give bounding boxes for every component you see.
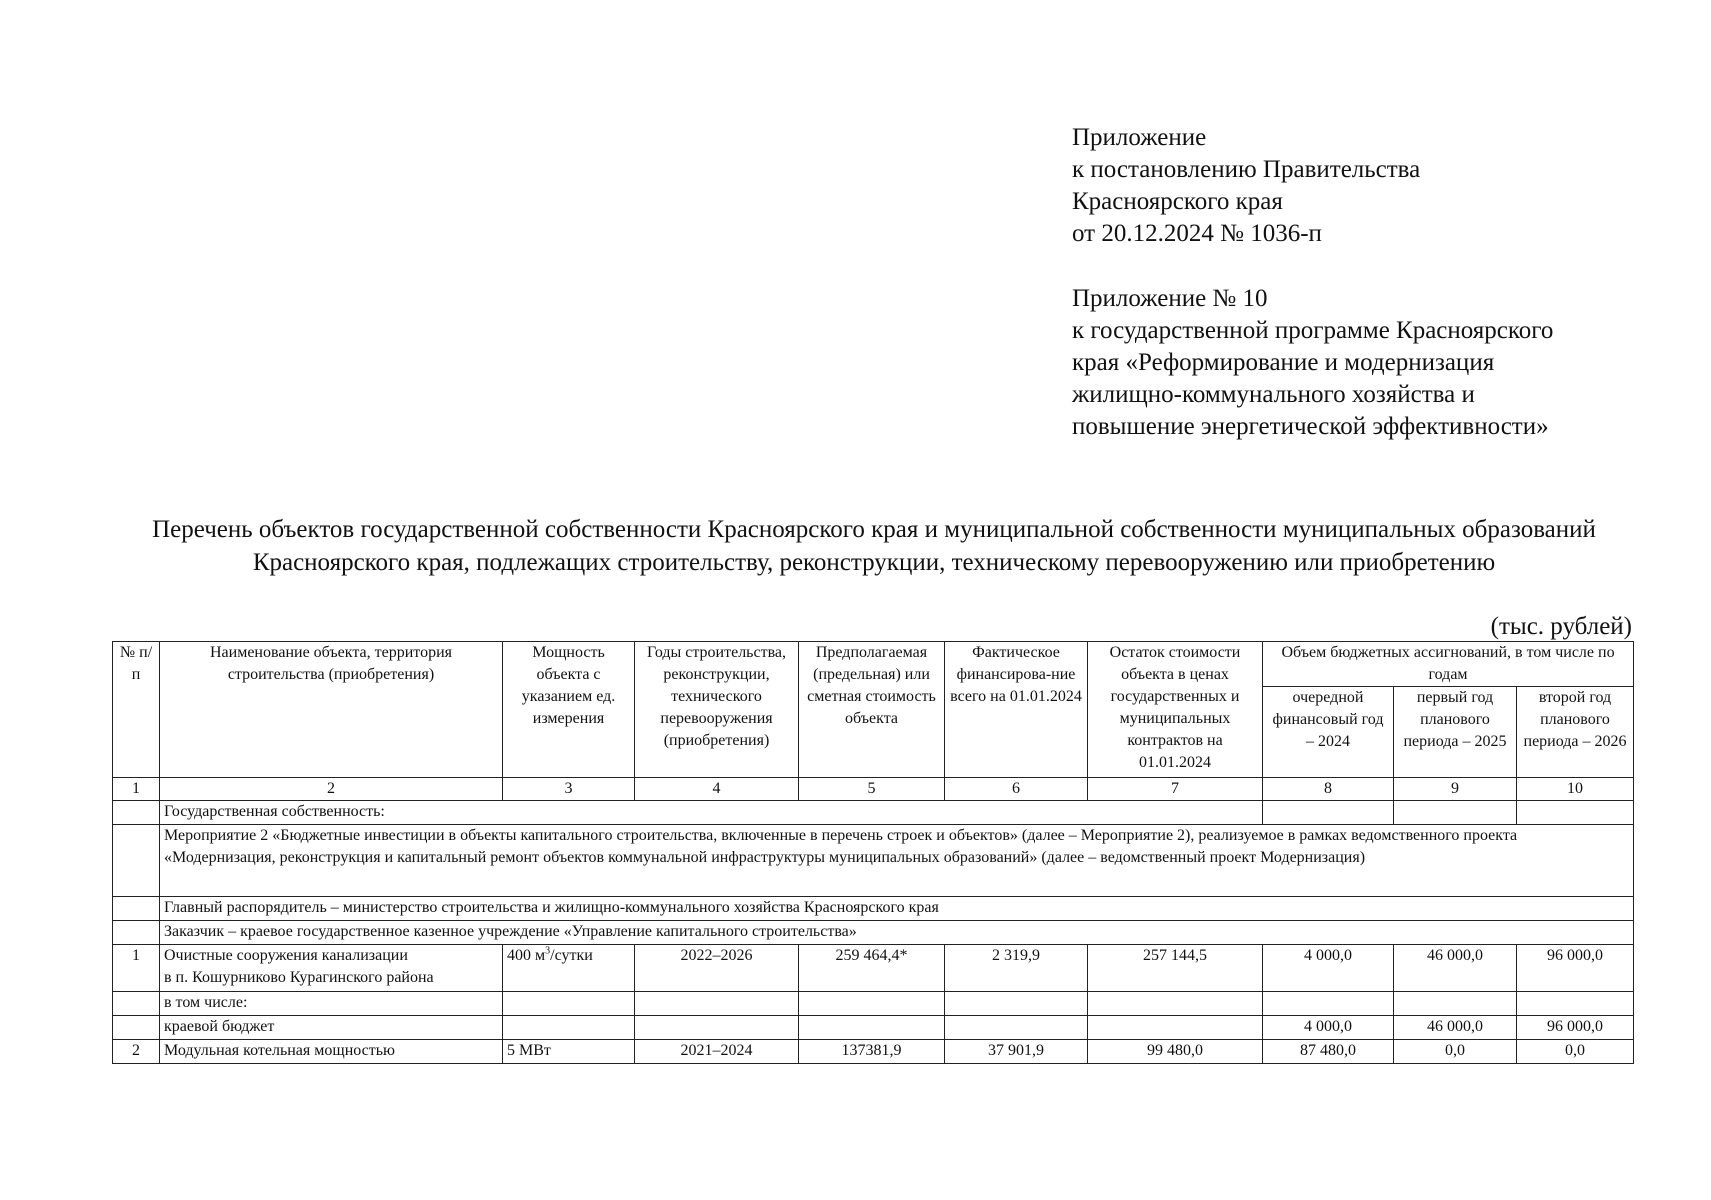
- header-actual: Фактическое финансирова-ние всего на 01.01.2024: [945, 642, 1088, 778]
- object-name: [160, 945, 503, 992]
- column-number: 1: [113, 778, 160, 801]
- approval-line: Красноярского края: [1072, 188, 1283, 215]
- header-budget-group: Объем бюджетных ассигнований, в том числе по годам: [1263, 642, 1634, 687]
- header-2025: первый год планового периода – 2025: [1394, 687, 1517, 778]
- empty-cell: [113, 1016, 160, 1040]
- table-row: [113, 992, 1634, 1016]
- object-2026: 96 000,0: [1517, 945, 1634, 992]
- row-num: 2: [113, 1040, 160, 1064]
- empty-cell: [945, 1016, 1088, 1040]
- column-number: 10: [1517, 778, 1634, 801]
- object-actual: 2 319,9: [945, 945, 1088, 992]
- approval-line: от 20.12.2024 № 1036-п: [1072, 220, 1322, 247]
- column-number: 7: [1088, 778, 1263, 801]
- header-years: Годы строительства, реконструкции, технического перевооружения (приобретения): [635, 642, 799, 778]
- object-name-line: в п. Кошурниково Курагинского района: [164, 969, 434, 986]
- manager-row: [113, 897, 1634, 921]
- empty-cell: [1263, 992, 1394, 1016]
- object-2026: 0,0: [1517, 1040, 1634, 1064]
- column-number-row: [113, 778, 1634, 801]
- measure-text: Мероприятие 2 «Бюджетные инвестиции в объекты капитального строительства, включенные в перечень строек и объектов» (далее – Мероприятие 2), реализуемое в рамках ведомственного проекта «Модернизация, реконструкция и капитальный ремонт объектов коммунальной инфраструктуры муниципальных образований» (далее – ведомственный проект Модернизация): [160, 825, 1634, 897]
- header-cost: Предполагаемая (предельная) или сметная стоимость объекта: [799, 642, 945, 778]
- object-2024: 4 000,0: [1263, 945, 1394, 992]
- appendix-stamp: [1072, 283, 1553, 443]
- empty-cell: [799, 992, 945, 1016]
- object-years: 2021–2024: [635, 1040, 799, 1064]
- column-number: 3: [503, 778, 635, 801]
- header-capacity: Мощность объекта с указанием ед. измерения: [503, 642, 635, 778]
- regional-2025: 46 000,0: [1394, 1016, 1517, 1040]
- column-number: 6: [945, 778, 1088, 801]
- customer-row: [113, 921, 1634, 945]
- column-number: 5: [799, 778, 945, 801]
- approval-line: Приложение: [1072, 124, 1207, 151]
- header-name: Наименование объекта, территория строительства (приобретения): [160, 642, 503, 778]
- empty-cell: [113, 992, 160, 1016]
- empty-cell: [1088, 1016, 1263, 1040]
- empty-cell: [799, 1016, 945, 1040]
- table-row: [113, 1040, 1634, 1064]
- regional-2024: 4 000,0: [1263, 1016, 1394, 1040]
- empty-cell: [503, 1016, 635, 1040]
- capacity-exponent: 3: [545, 945, 551, 957]
- empty-cell: [113, 801, 160, 825]
- object-capacity: 5 МВт: [503, 1040, 635, 1064]
- table-row: [113, 1016, 1634, 1040]
- approval-line: к постановлению Правительства: [1072, 156, 1421, 183]
- row-num: 1: [113, 945, 160, 992]
- object-2025: 46 000,0: [1394, 945, 1517, 992]
- object-name: Модульная котельная мощностью: [160, 1040, 503, 1064]
- empty-cell: [1263, 801, 1394, 825]
- regional-budget-label: краевой бюджет: [160, 1016, 503, 1040]
- column-number: 4: [635, 778, 799, 801]
- approval-stamp: [1072, 122, 1420, 250]
- empty-cell: [1517, 992, 1634, 1016]
- empty-cell: [1088, 992, 1263, 1016]
- column-number: 9: [1394, 778, 1517, 801]
- empty-cell: [113, 921, 160, 945]
- header-2026: второй год планового периода – 2026: [1517, 687, 1634, 778]
- header-2024: очередной финансовый год – 2024: [1263, 687, 1394, 778]
- appendix-line: повышение энергетической эффективности»: [1072, 413, 1549, 440]
- object-capacity: [503, 945, 635, 992]
- empty-cell: [503, 992, 635, 1016]
- header-num: № п/п: [113, 642, 160, 778]
- measure-row: [113, 825, 1634, 897]
- appendix-line: к государственной программе Красноярского: [1072, 317, 1554, 344]
- manager-text: Главный распорядитель – министерство строительства и жилищно-коммунального хозяйства Красноярского края: [160, 897, 1634, 921]
- document-title: Перечень объектов государственной собственности Красноярского края и муниципальной собственности муниципальных образований Красноярского края, подлежащих строительству, реконструкции, техническому перевооружению или приобретению: [152, 516, 1596, 576]
- object-actual: 37 901,9: [945, 1040, 1088, 1064]
- header-row: [113, 642, 1634, 687]
- header-remaining: Остаток стоимости объекта в ценах государственных и муниципальных контрактов на 01.01.2024: [1088, 642, 1263, 778]
- table-row: [113, 945, 1634, 992]
- empty-cell: [113, 897, 160, 921]
- appendix-line: края «Реформирование и модернизация: [1072, 349, 1495, 376]
- including-label: в том числе:: [160, 992, 503, 1016]
- appendix-line: Приложение № 10: [1072, 285, 1268, 312]
- empty-cell: [635, 992, 799, 1016]
- object-remaining: 99 480,0: [1088, 1040, 1263, 1064]
- capacity-value: 400 м: [507, 947, 546, 964]
- objects-table: [112, 641, 1634, 1064]
- object-2024: 87 480,0: [1263, 1040, 1394, 1064]
- object-cost: 259 464,4*: [799, 945, 945, 992]
- customer-text: Заказчик – краевое государственное казенное учреждение «Управление капитального строительства»: [160, 921, 1634, 945]
- object-2025: 0,0: [1394, 1040, 1517, 1064]
- object-years: 2022–2026: [635, 945, 799, 992]
- empty-cell: [1517, 801, 1634, 825]
- empty-cell: [113, 825, 160, 897]
- object-name-line: Очистные сооружения канализации: [164, 947, 408, 964]
- units-label: (тыс. рублей): [1490, 613, 1632, 640]
- column-number: 8: [1263, 778, 1394, 801]
- empty-cell: [635, 1016, 799, 1040]
- appendix-line: жилищно-коммунального хозяйства и: [1072, 381, 1475, 408]
- empty-cell: [945, 992, 1088, 1016]
- object-remaining: 257 144,5: [1088, 945, 1263, 992]
- empty-cell: [1394, 801, 1517, 825]
- capacity-unit: /сутки: [550, 947, 593, 964]
- column-number: 2: [160, 778, 503, 801]
- object-cost: 137381,9: [799, 1040, 945, 1064]
- section-row: [113, 801, 1634, 825]
- empty-cell: [1394, 992, 1517, 1016]
- section-state-ownership: Государственная собственность:: [160, 801, 1263, 825]
- regional-2026: 96 000,0: [1517, 1016, 1634, 1040]
